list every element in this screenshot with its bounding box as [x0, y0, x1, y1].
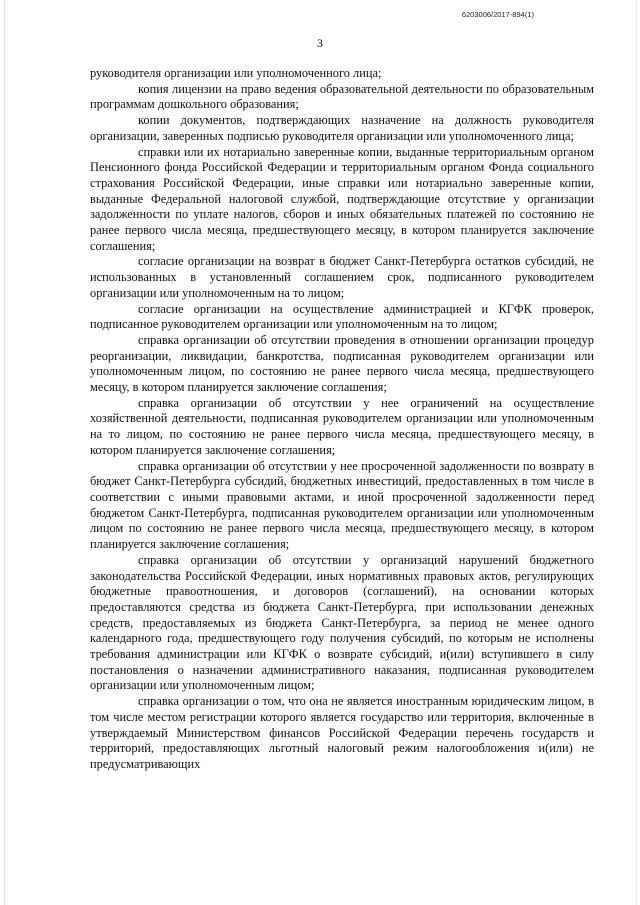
scan-edge-right	[636, 0, 637, 905]
page-number: 3	[317, 36, 323, 50]
paragraph: справки или их нотариально заверенные копии, выданные территориальным органом Пенсионного фонда Российской Федерации и территориальным органом Фонда социального страхования Российской Федерации, иные справки или нотариально заверенные копии, выданные Федеральной налоговой службой, подтверждающие отсутствие у организации задолженности по уплате налогов, сборов и иных обязательных платежей по состоянию не ранее первого числа месяца, предшествующего месяцу, в котором планируется заключение соглашения;	[90, 144, 594, 253]
paragraph: согласие организации на возврат в бюджет Санкт-Петербурга остатков субсидий, не использованных в установленный соглашением срок, подписанного руководителем организации или уполномоченным на то лицом;	[90, 254, 594, 300]
scan-edge-left	[4, 0, 5, 905]
document-body	[90, 66, 594, 773]
paragraph: справка организации об отсутствии проведения в отношении организации процедур реорганизации, ликвидации, банкротства, подписанная руководителем организации или уполномоченным лицом, по состоянию не ранее первого числа месяца, предшествующего месяцу, в котором планируется заключение соглашения;	[90, 332, 594, 395]
paragraph: справка организации об отсутствии у нее просроченной задолженности по возврату в бюджет Санкт-Петербурга субсидий, бюджетных инвестиций, предоставленных в том числе в соответствии с иными правовыми актами, и иной просроченной задолженности перед бюджетом Санкт-Петербурга, подписанная руководителем организации или уполномоченным лицом по состоянию не ранее первого числа месяца, предшествующего месяцу, в котором планируется заключение соглашения;	[90, 458, 594, 552]
paragraph: копия лицензии на право ведения образовательной деятельности по образовательным программам дошкольного образования;	[90, 81, 594, 112]
paragraph: справка организации о том, что она не является иностранным юридическим лицом, в том числе местом регистрации которого является государство или территория, включенные в утверждаемый Министерством финансов Российской Федерации перечень государств и территорий, предоставляющих льготный налоговый режим налогообложения и(или) не предусматривающих	[90, 694, 594, 771]
paragraph: руководителя организации или уполномоченного лица;	[90, 66, 382, 80]
paragraph: копии документов, подтверждающих назначение на должность руководителя организации, заверенных подписью руководителя организации или уполномоченного лица;	[90, 113, 594, 143]
paragraph: справка организации об отсутствии у нее ограничений на осуществление хозяйственной деятельности, подписанная руководителем организации или уполномоченным на то лицом, по состоянию не ранее первого числа месяца, предшествующего месяцу, в котором планируется заключение соглашения;	[90, 395, 594, 457]
document-id: 6203006/2017-894(1)	[461, 10, 534, 19]
paragraph: справка организации об отсутствии у организаций нарушений бюджетного законодательства Российской Федерации, иных нормативных правовых актов, регулирующих бюджетные правоотношения, и договоров (соглашений), на основании которых предоставляются средства из бюджета Санкт-Петербурга, при использовании денежных средств, предоставляемых из бюджета Санкт-Петербурга, за период не менее одного календарного года, предшествующего году получения субсидий, по которым не исполнены требования администрации или КГФК о возврате субсидий, и(или) вступившего в силу постановления о назначении административного наказания, подписанная руководителем организации или уполномоченным лицом;	[90, 552, 594, 693]
paragraph: согласие организации на осуществление администрацией и КГФК проверок, подписанное руководителем организации или уполномоченным на то лицом;	[90, 301, 594, 332]
